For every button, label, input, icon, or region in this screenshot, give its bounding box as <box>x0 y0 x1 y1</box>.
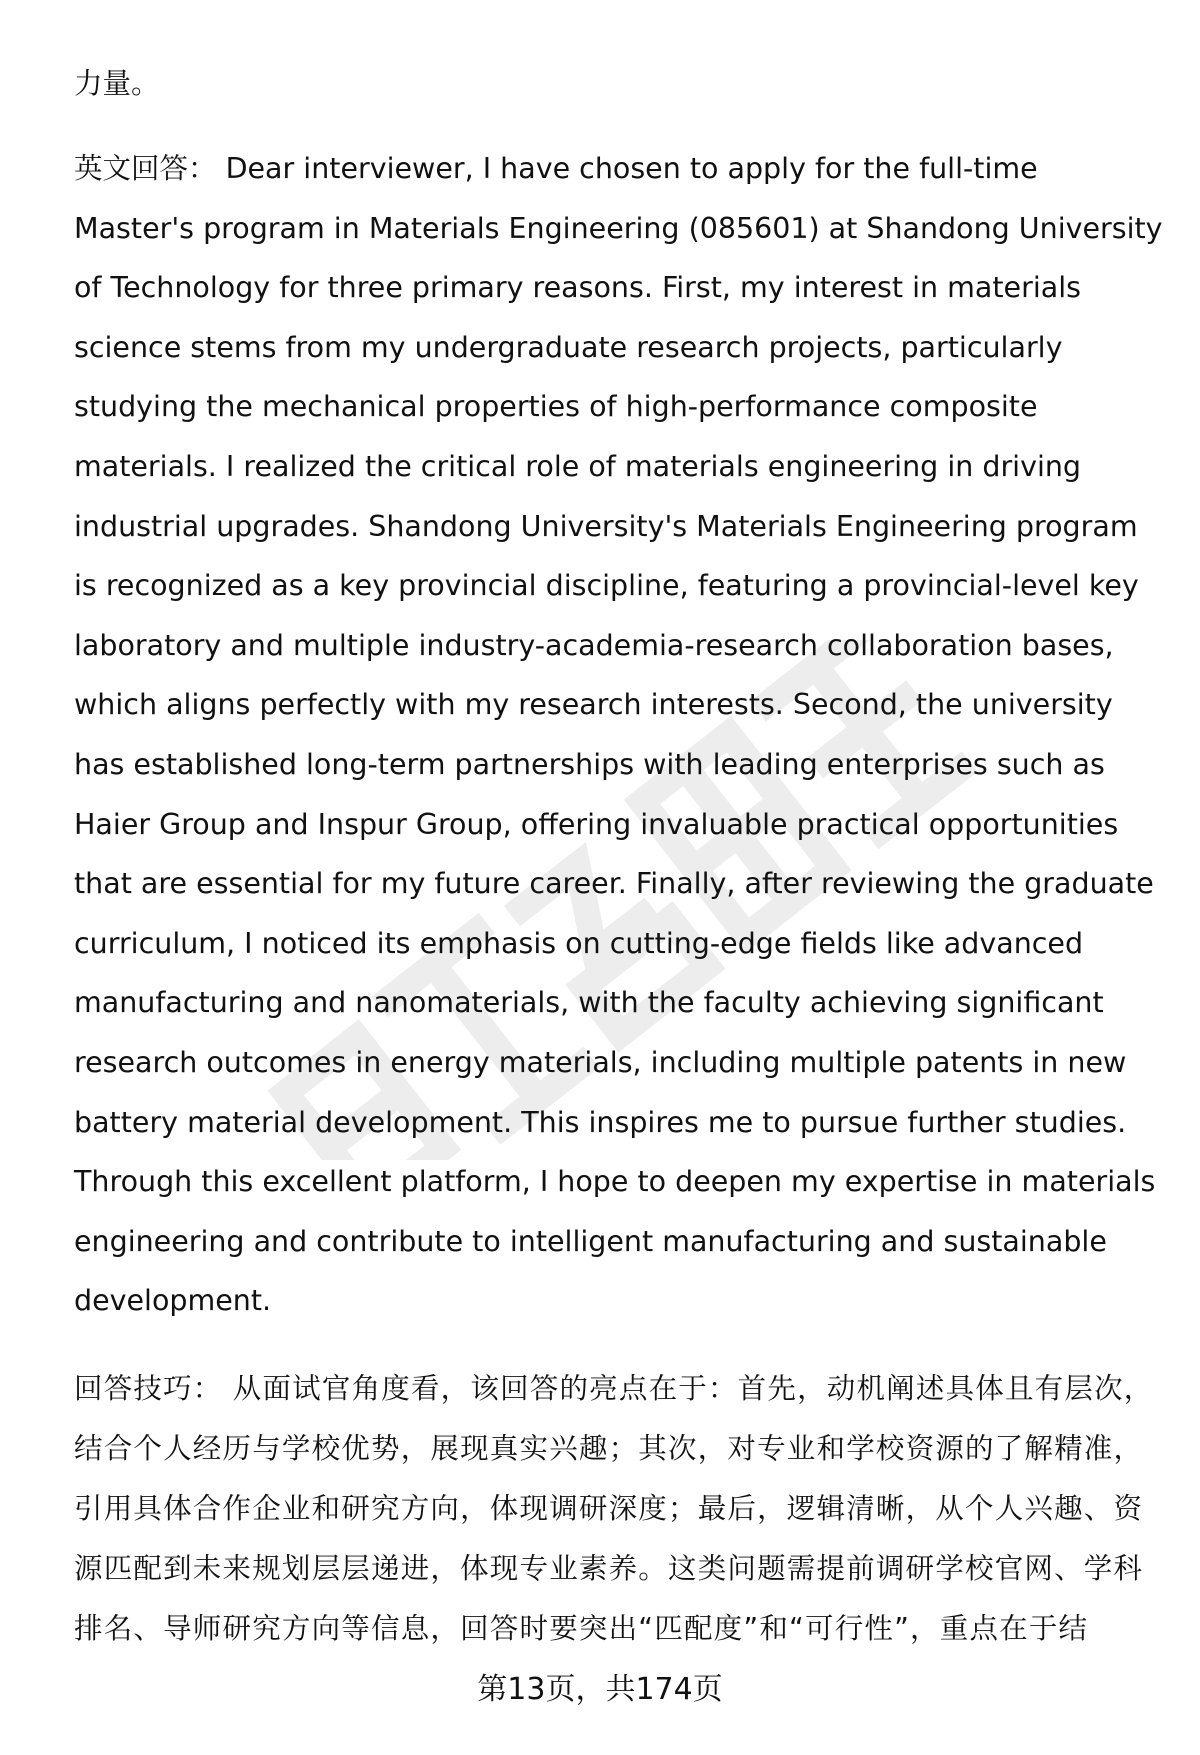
answer-tips-text: 从面试官角度看，该回答的亮点在于：首先，动机阐述具体且有层次，结合个人经历与学校优势，展现真实兴趣；其次，对专业和学校资源的了解精准，引用具体合作企业和研究方向，体现调研深度；最后，逻辑清晰，从个人兴趣、资源匹配到未来规划层层递进，体现专业素养。这类问题需提前调研学校官网、学科排名、导师研究方向等信息，回答时要突出“匹配度”和“可行性”，重点在于结 <box>74 1372 1154 1645</box>
answer-tips-label: 回答技巧： <box>74 1372 223 1405</box>
continued-paragraph-tail: 力量。 <box>74 67 160 100</box>
english-answer-text: Dear interviewer, I have chosen to apply for the full-time Master's program in Materials Engineering (085601) at Shandong University of Technology for three primary reasons. First, my interest in materials science stems from my undergraduate research projects, particularly studying the mechanical properties of high-performance composite materials. I realized the critical role of materials engineering in driving industrial upgrades. Shandong University's Materials Engineering program is recognized as a key provincial discipline, featuring a provincial-level key laboratory and multiple industry-academia-research collaboration bases, which aligns perfectly with my research interests. Second, the university has established long-term partnerships with leading enterprises such as Haier Group and Inspur Group, offering invaluable practical opportunities that are essential for my future career. Finally, after reviewing the graduate curriculum, I noticed its emphasis on cutting-edge fields like advanced manufacturing and nanomaterials, with the faculty achieving significant research outcomes in energy materials, including multiple patents in new battery material development. This inspires me to pursue further studies. Through this excellent platform, I hope to deepen my expertise in materials engineering and contribute to intelligent manufacturing and sustainable development. <box>74 152 1163 1318</box>
english-answer-paragraph <box>74 139 1164 1331</box>
answer-tips-paragraph <box>74 1359 1164 1659</box>
page-number-footer: 第13页，共174页 <box>477 1672 723 1707</box>
english-answer-label: 英文回答： <box>74 152 217 185</box>
